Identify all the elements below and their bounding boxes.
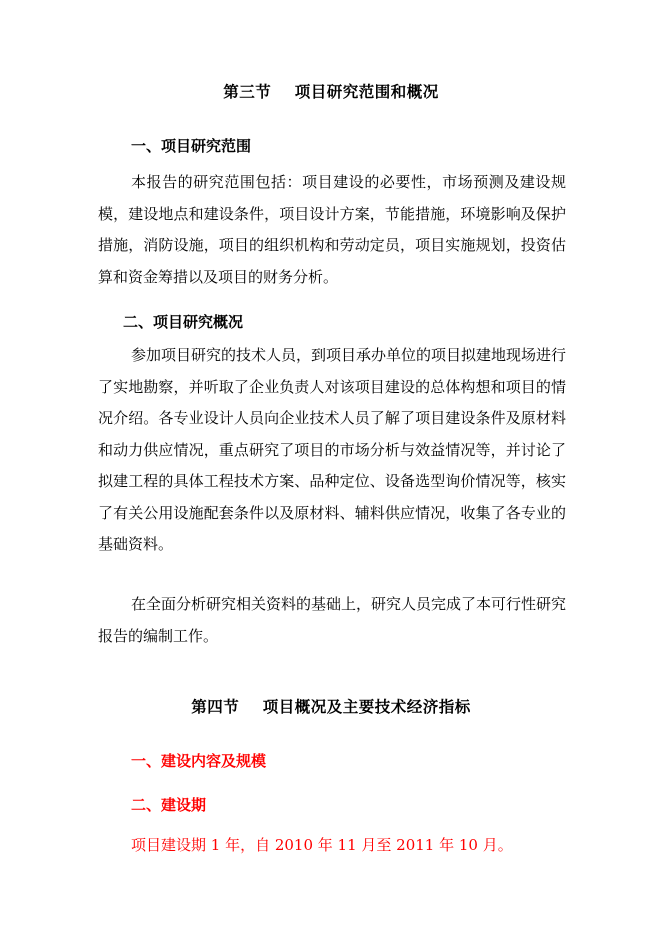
section4-paragraph-period: 项目建设期 1 年，自 2010 年 11 月至 2011 年 10 月。 xyxy=(131,836,513,854)
section4-title: 第四节 项目概况及主要技术经济指标 xyxy=(191,697,471,716)
section3-heading-overview: 二、项目研究概况 xyxy=(123,313,244,331)
section3-paragraph-conclusion: 在全面分析研究相关资料的基础上，研究人员完成了本可行性研究报告的编制工作。 xyxy=(98,595,567,645)
section3-paragraph-overview: 参加项目研究的技术人员，到项目承办单位的项目拟建地现场进行了实地勘察，并听取了企业负责人对该项目建设的总体构想和项目的情况介绍。各专业设计人员向企业技术人员了解了项目建设条件及原材料和动力供应情况，重点研究了项目的市场分析与效益情况等，并讨论了拟建工程的具体工程技术方案、品种定位、设备选型询价情况等，核实了有关公用设施配套条件以及原材料、辅料供应情况，收集了各专业的基础资料。 xyxy=(98,346,567,553)
section3-title: 第三节 项目研究范围和概况 xyxy=(223,82,439,101)
section3-heading-scope: 一、项目研究范围 xyxy=(131,137,252,155)
section4-heading-period: 二、建设期 xyxy=(131,796,207,814)
section3-paragraph-scope: 本报告的研究范围包括：项目建设的必要性，市场预测及建设规模，建设地点和建设条件，项目设计方案，节能措施，环境影响及保护措施，消防设施，项目的组织机构和劳动定员，项目实施规划，投资估算和资金筹措以及项目的财务分析。 xyxy=(98,173,566,286)
section4-heading-content: 一、建设内容及规模 xyxy=(131,752,267,770)
